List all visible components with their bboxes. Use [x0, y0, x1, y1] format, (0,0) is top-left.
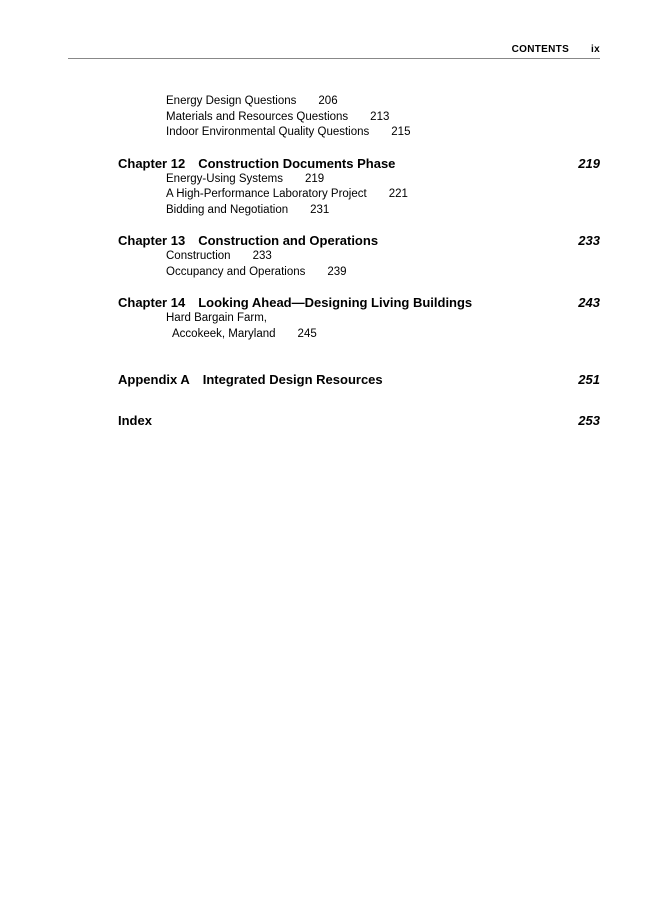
chapter-title: Construction Documents Phase: [198, 155, 396, 171]
appendix-heading: [118, 372, 600, 388]
toc-entry: [166, 203, 600, 219]
chapter-number: Chapter 14: [118, 295, 186, 310]
toc-entry-title: A High-Performance Laboratory Project: [166, 188, 367, 200]
chapter-number: Chapter 13: [118, 233, 186, 248]
chapter-page: 219: [578, 155, 600, 171]
appendix-label: Appendix A: [118, 372, 190, 387]
running-head: [68, 44, 600, 59]
toc-entry: [166, 187, 600, 203]
toc-entry: [166, 265, 600, 281]
chapter-number: Chapter 12: [118, 155, 186, 171]
toc-entry-page: 221: [388, 188, 408, 200]
appendix-page: 251: [578, 372, 600, 387]
toc-entry-title: Occupancy and Operations: [166, 265, 306, 278]
running-head-label: CONTENTS: [511, 44, 570, 55]
index-title: Index: [118, 413, 152, 428]
toc-entry-page: 219: [304, 172, 325, 185]
toc-entry-page: 215: [391, 126, 411, 138]
toc-entry-page: 239: [327, 265, 347, 278]
toc-entry-line: [172, 327, 600, 343]
chapter-page: 233: [578, 233, 600, 248]
toc-entry-title: Construction: [166, 250, 231, 262]
appendix-title: Integrated Design Resources: [202, 372, 383, 387]
toc-entry-title: Hard Bargain Farm,: [166, 312, 267, 324]
toc-entry-title: Energy Design Questions: [166, 95, 297, 107]
running-head-text: [512, 44, 600, 55]
toc-entry-line: [166, 311, 600, 327]
toc-entry: [166, 125, 600, 141]
toc-entry: [166, 110, 600, 126]
toc-entry-title: Indoor Environmental Quality Questions: [166, 126, 370, 138]
chapter-heading-12: [118, 156, 600, 172]
toc-entry: [166, 172, 600, 188]
toc-entry-page: 245: [297, 327, 317, 340]
chapter-title: Construction and Operations: [198, 233, 379, 248]
index-heading: [118, 413, 600, 429]
toc-entry-title: Materials and Resources Questions: [166, 110, 349, 123]
chapter-heading-14: [118, 295, 600, 311]
toc-entry-title: Energy-Using Systems: [166, 172, 283, 185]
page-number: ix: [591, 44, 600, 55]
table-of-contents: [118, 94, 600, 429]
chapter-page: 243: [578, 295, 600, 310]
toc-entry-page: 231: [310, 203, 330, 216]
toc-entry: [166, 94, 600, 110]
chapter-title: Looking Ahead—Designing Living Buildings: [198, 295, 473, 310]
toc-entry-title: Bidding and Negotiation: [166, 203, 289, 216]
index-page: 253: [578, 413, 600, 428]
toc-entry-page: 213: [370, 110, 390, 123]
toc-entry-page: 206: [318, 95, 338, 107]
chapter-heading-13: [118, 233, 600, 249]
toc-entry-page: 233: [252, 250, 272, 262]
toc-entry: [166, 249, 600, 265]
toc-entry-title-continued: Accokeek, Maryland: [172, 327, 276, 340]
